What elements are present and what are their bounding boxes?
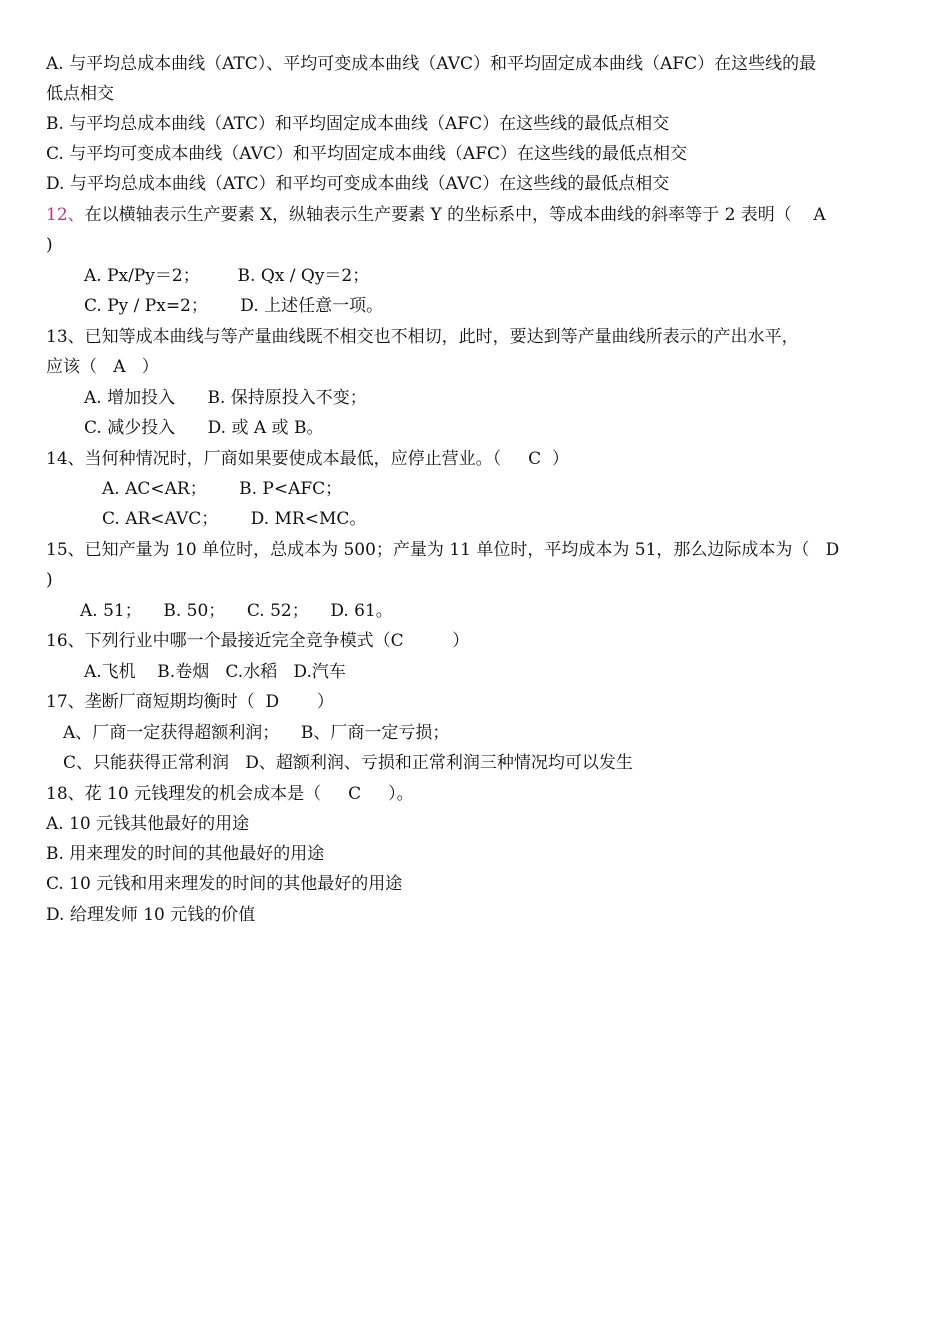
q14-question: 14、当何种情况时，厂商如果要使成本最低，应停止营业。（ C ） bbox=[46, 449, 569, 469]
q12-options-cd: C. Py / Px=2； D. 上述任意一项。 bbox=[84, 296, 384, 316]
q11-option-d: D. 与平均总成本曲线（ATC）和平均可变成本曲线（AVC）在这些线的最低点相交 bbox=[46, 174, 670, 194]
q18-question: 18、花 10 元钱理发的机会成本是（ C ）。 bbox=[46, 784, 414, 804]
q16-question: 16、下列行业中哪一个最接近完全竞争模式（C ） bbox=[46, 631, 470, 651]
q11-option-b: B. 与平均总成本曲线（ATC）和平均固定成本曲线（AFC）在这些线的最低点相交 bbox=[46, 114, 670, 134]
q18-option-c: C. 10 元钱和用来理发的时间的其他最好的用途 bbox=[46, 874, 403, 894]
q17-options-cd: C、只能获得正常利润 D、超额利润、亏损和正常利润三种情况均可以发生 bbox=[63, 753, 633, 773]
q13-options-cd: C. 减少投入 D. 或 A 或 B。 bbox=[84, 418, 324, 438]
q12-question-text: 在以横轴表示生产要素 X，纵轴表示生产要素 Y 的坐标系中，等成本曲线的斜率等于 2 表明（ A bbox=[84, 205, 826, 225]
q11-option-c: C. 与平均可变成本曲线（AVC）和平均固定成本曲线（AFC）在这些线的最低点相交 bbox=[46, 144, 688, 164]
q17-options-ab: A、厂商一定获得超额利润； B、厂商一定亏损； bbox=[63, 723, 450, 743]
q12-question-end: ) bbox=[46, 235, 53, 255]
q12-options-ab: A. Px/Py＝2； B. Qx / Qy＝2； bbox=[84, 266, 370, 286]
q11-option-a-line1: A. 与平均总成本曲线（ATC）、平均可变成本曲线（AVC）和平均固定成本曲线（AFC）在这些线的最 bbox=[46, 54, 817, 74]
q12-number: 12、 bbox=[46, 205, 85, 225]
q15-question: 15、已知产量为 10 单位时，总成本为 500；产量为 11 单位时，平均成本为 51，那么边际成本为（ D bbox=[46, 540, 840, 560]
q15-options: A. 51； B. 50； C. 52； D. 61。 bbox=[80, 601, 393, 621]
q12-question bbox=[46, 204, 826, 226]
q16-options: A.飞机 B.卷烟 C.水稻 D.汽车 bbox=[84, 662, 346, 682]
q13-question-end: 应该（ A ） bbox=[46, 357, 159, 377]
q14-options-cd: C. AR<AVC； D. MR<MC。 bbox=[102, 509, 367, 529]
q14-options-ab: A. AC<AR； B. P<AFC； bbox=[102, 479, 343, 499]
q11-option-a-line2: 低点相交 bbox=[46, 84, 114, 104]
q13-options-ab: A. 增加投入 B. 保持原投入不变； bbox=[84, 388, 367, 408]
q17-question: 17、垄断厂商短期均衡时（ D ） bbox=[46, 692, 334, 712]
q18-option-b: B. 用来理发的时间的其他最好的用途 bbox=[46, 844, 325, 864]
q18-option-a: A. 10 元钱其他最好的用途 bbox=[46, 814, 250, 834]
q18-option-d: D. 给理发师 10 元钱的价值 bbox=[46, 905, 256, 925]
q15-question-end: ) bbox=[46, 570, 53, 590]
q13-question: 13、已知等成本曲线与等产量曲线既不相交也不相切，此时，要达到等产量曲线所表示的产出水平， bbox=[46, 327, 799, 347]
